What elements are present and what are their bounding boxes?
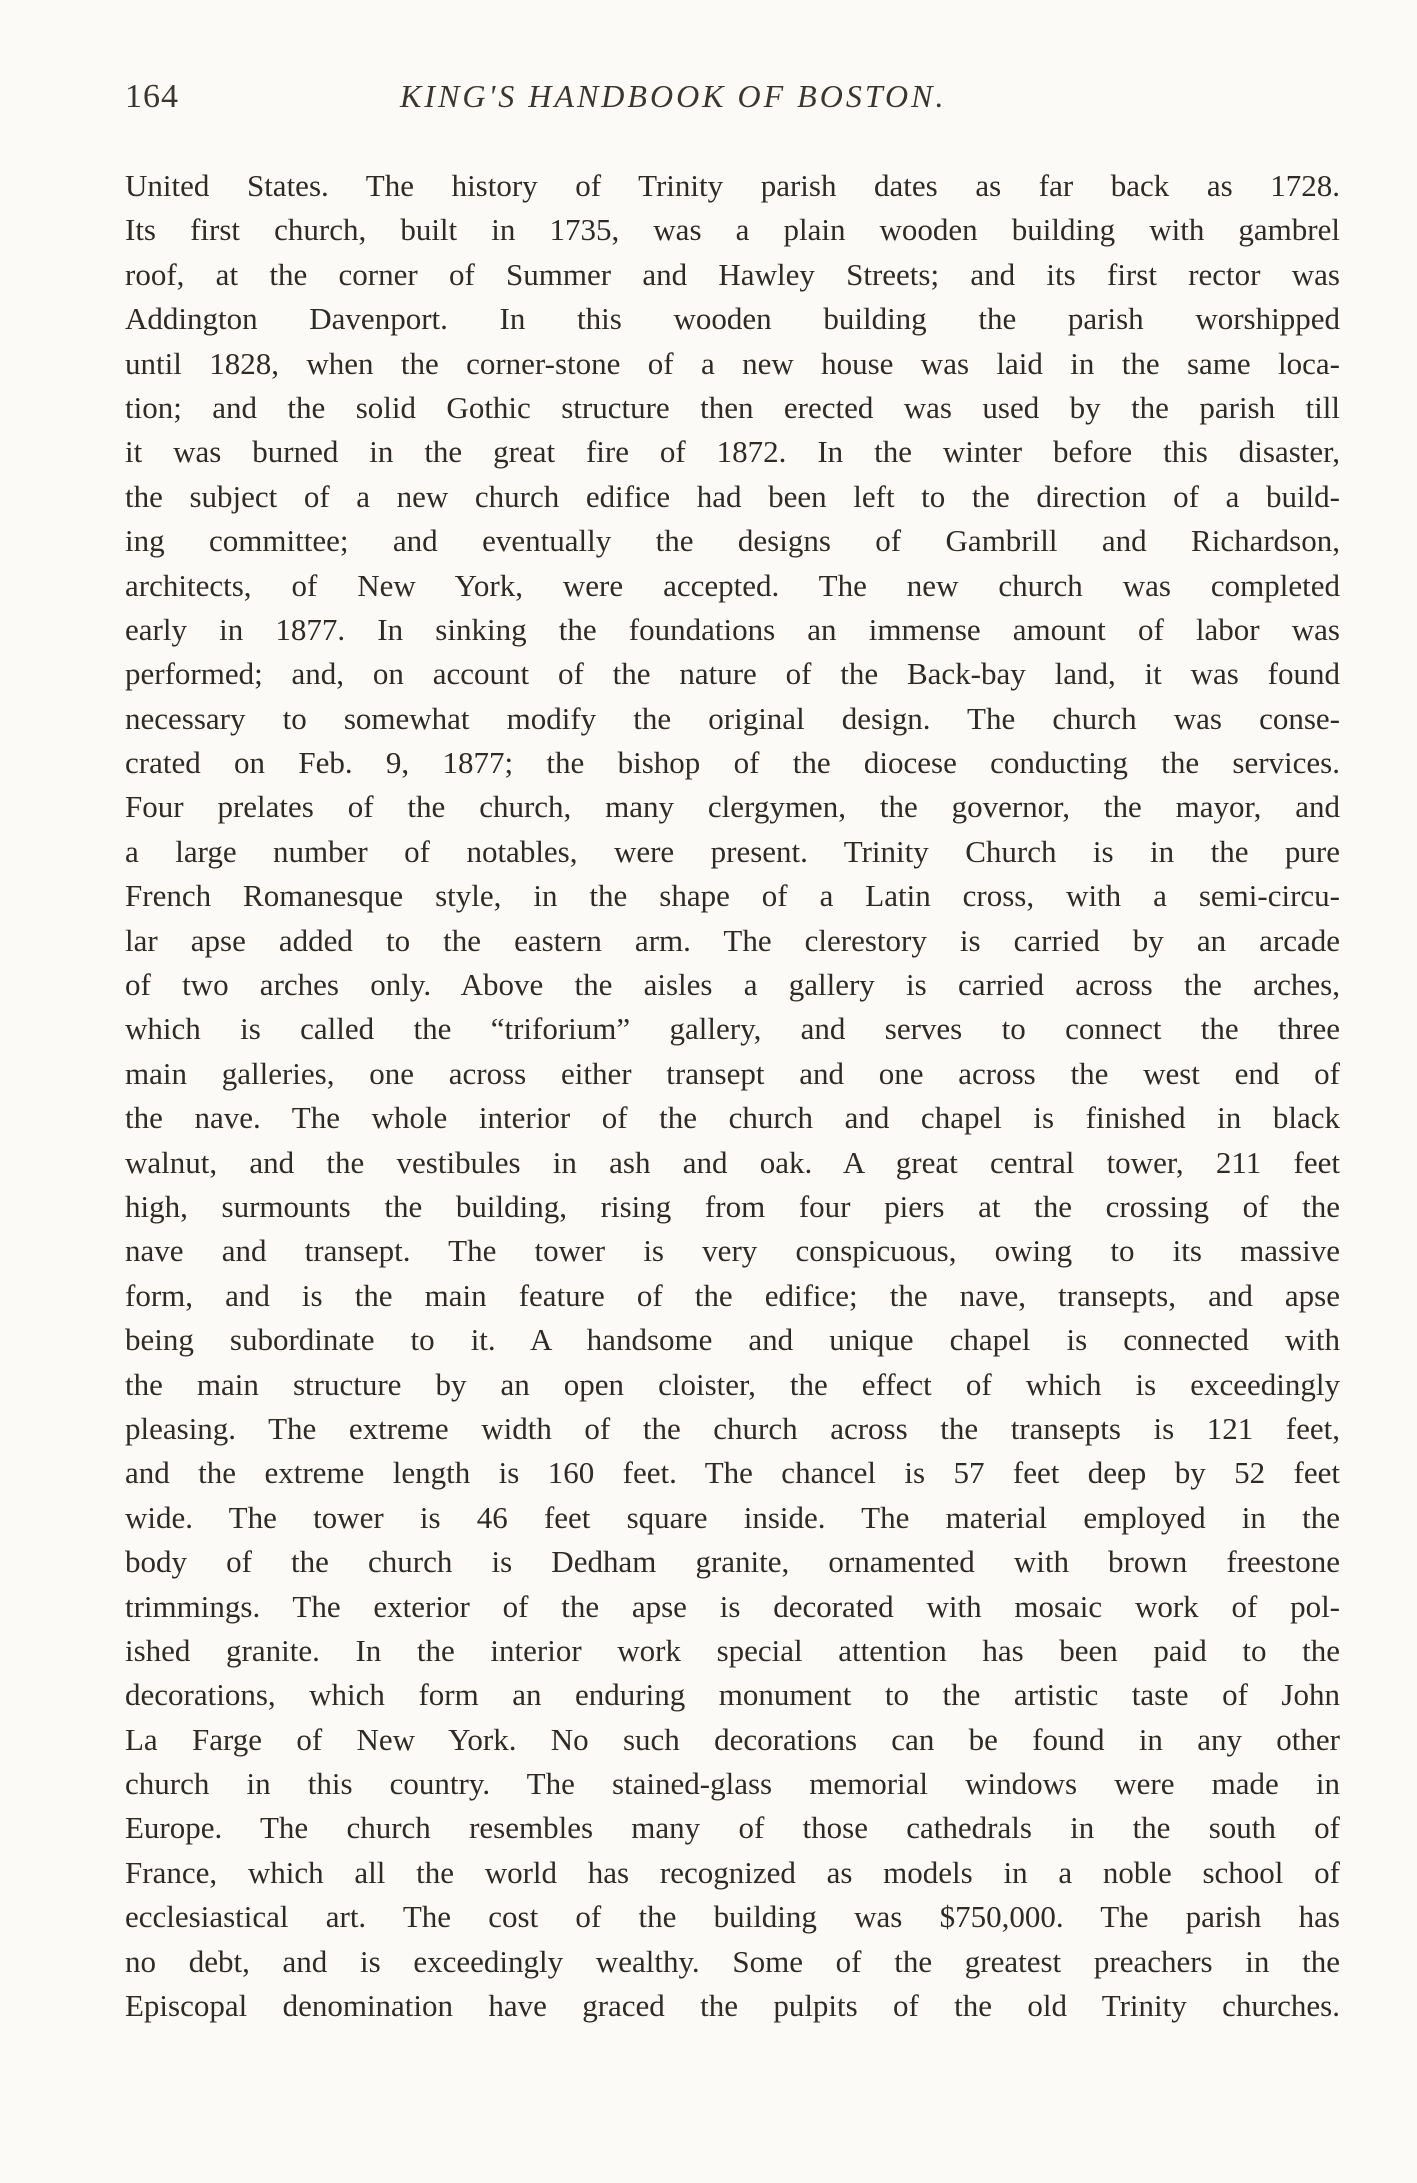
text-line: Episcopal denomination have graced the pulpits of the old Trinity churches. — [125, 1988, 1340, 2024]
page-number: 164 — [125, 78, 179, 115]
text-line: performed; and, on account of the nature of the Back-bay land, it was found — [125, 656, 1340, 692]
text-line: the subject of a new church edifice had been left to the direction of a build- — [125, 478, 1340, 514]
text-line: tion; and the solid Gothic structure then erected was used by the parish till — [125, 389, 1340, 425]
text-line: trimmings. The exterior of the apse is decorated with mosaic work of pol- — [125, 1588, 1340, 1624]
text-line: high, surmounts the building, rising from four piers at the crossing of the — [125, 1188, 1340, 1224]
text-line: roof, at the corner of Summer and Hawley Streets; and its first rector was — [125, 256, 1340, 292]
text-line: wide. The tower is 46 feet square inside. The material employed in the — [125, 1499, 1340, 1535]
text-line: and the extreme length is 160 feet. The chancel is 57 feet deep by 52 feet — [125, 1455, 1340, 1491]
text-line: crated on Feb. 9, 1877; the bishop of the diocese conducting the services. — [125, 745, 1340, 781]
text-line: Europe. The church resembles many of those cathedrals in the south of — [125, 1810, 1340, 1846]
text-line: ecclesiastical art. The cost of the building was $750,000. The parish has — [125, 1899, 1340, 1935]
text-line: early in 1877. In sinking the foundations an immense amount of labor was — [125, 611, 1340, 647]
text-line: La Farge of New York. No such decorations can be found in any other — [125, 1721, 1340, 1757]
text-line: United States. The history of Trinity parish dates as far back as 1728. — [125, 168, 1340, 203]
text-line: church in this country. The stained-glass memorial windows were made in — [125, 1766, 1340, 1802]
text-line: decorations, which form an enduring monument to the artistic taste of John — [125, 1677, 1340, 1713]
body-text — [125, 164, 1340, 2028]
text-line: pleasing. The extreme width of the church across the transepts is 121 feet, — [125, 1410, 1340, 1446]
text-line: until 1828, when the corner-stone of a new house was laid in the same loca- — [125, 345, 1340, 381]
text-line: Its first church, built in 1735, was a plain wooden building with gambrel — [125, 212, 1340, 248]
text-line: it was burned in the great fire of 1872. In the winter before this disaster, — [125, 434, 1340, 470]
text-line: ing committee; and eventually the designs of Gambrill and Richardson, — [125, 523, 1340, 559]
text-line: the main structure by an open cloister, the effect of which is exceedingly — [125, 1366, 1340, 1402]
text-line: Four prelates of the church, many clergymen, the governor, the mayor, and — [125, 789, 1340, 825]
text-line: no debt, and is exceedingly wealthy. Some of the greatest preachers in the — [125, 1943, 1340, 1979]
text-line: which is called the “triforium” gallery, and serves to connect the three — [125, 1011, 1340, 1047]
text-line: architects, of New York, were accepted. The new church was completed — [125, 567, 1340, 603]
text-line: being subordinate to it. A handsome and unique chapel is connected with — [125, 1322, 1340, 1358]
text-line: necessary to somewhat modify the original design. The church was conse- — [125, 700, 1340, 736]
text-line: lar apse added to the eastern arm. The clerestory is carried by an arcade — [125, 922, 1340, 958]
text-line: the nave. The whole interior of the church and chapel is finished in black — [125, 1100, 1340, 1136]
running-head — [125, 78, 1340, 128]
text-line: form, and is the main feature of the edifice; the nave, transepts, and apse — [125, 1277, 1340, 1313]
running-title: KING'S HANDBOOK OF BOSTON. — [400, 78, 947, 114]
text-line: Addington Davenport. In this wooden building the parish worshipped — [125, 301, 1340, 337]
text-line: ished granite. In the interior work special attention has been paid to the — [125, 1632, 1340, 1668]
text-line: of two arches only. Above the aisles a gallery is carried across the arches, — [125, 967, 1340, 1003]
text-line: nave and transept. The tower is very conspicuous, owing to its massive — [125, 1233, 1340, 1269]
text-line: France, which all the world has recognized as models in a noble school of — [125, 1854, 1340, 1890]
text-line: a large number of notables, were present. Trinity Church is in the pure — [125, 833, 1340, 869]
text-line: French Romanesque style, in the shape of a Latin cross, with a semi-circu- — [125, 878, 1340, 914]
text-line: body of the church is Dedham granite, ornamented with brown freestone — [125, 1544, 1340, 1580]
text-line: main galleries, one across either transept and one across the west end of — [125, 1055, 1340, 1091]
text-line: walnut, and the vestibules in ash and oak. A great central tower, 211 feet — [125, 1144, 1340, 1180]
